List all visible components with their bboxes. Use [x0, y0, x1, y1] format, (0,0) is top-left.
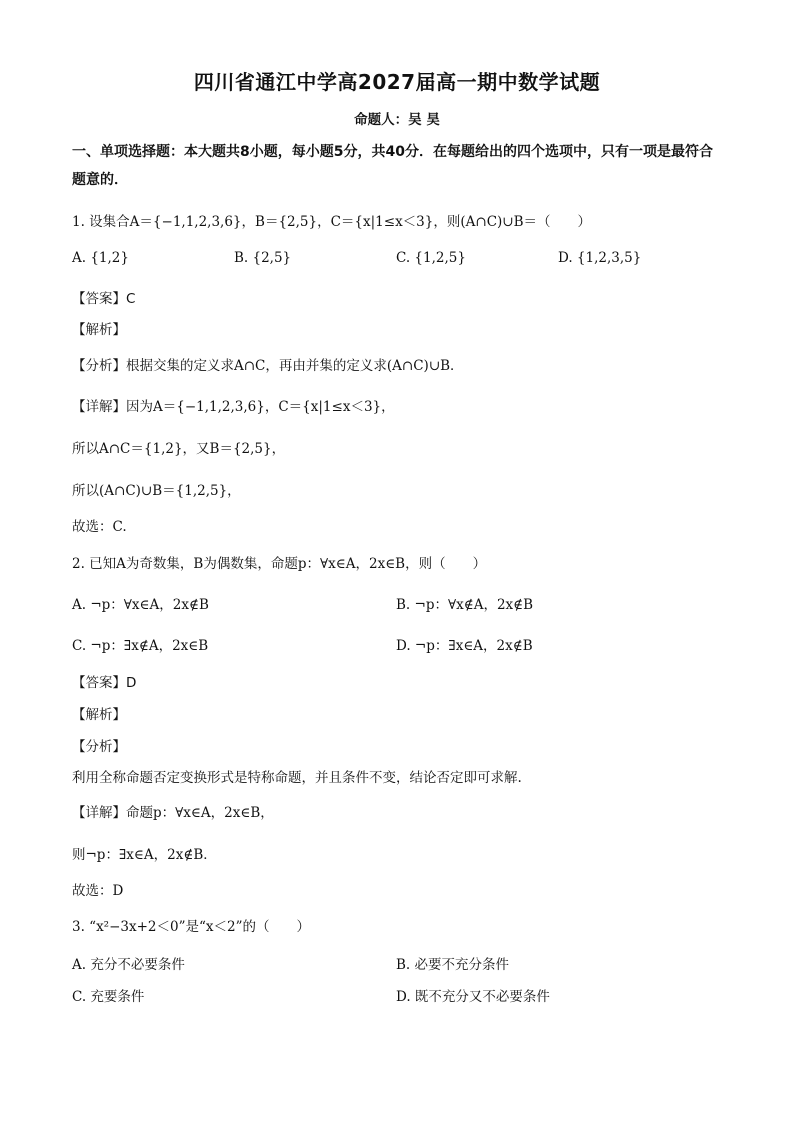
- q2-answer: 【答案】D: [72, 675, 137, 691]
- q1-step-1: 所以A∩C＝{1,2}，又B＝{2,5}，: [72, 441, 286, 457]
- q2-option-d: D. ¬p：∃x∈A，2x∉B: [396, 638, 533, 654]
- q2-analysis-label: 【解析】: [72, 707, 126, 723]
- q1-choose: 故选：C.: [72, 519, 127, 535]
- question-1-stem: 1. 设集合A＝{−1,1,2,3,6}，B＝{2,5}，C＝{x|1≤x＜3}，则(A∩C)∪B＝（ ）: [72, 214, 592, 230]
- q2-fenxi-text: 利用全称命题否定变换形式是特称命题，并且条件不变，结论否定即可求解.: [72, 770, 522, 786]
- q1-step-2: 所以(A∩C)∪B＝{1,2,5}，: [72, 483, 241, 499]
- question-3-stem: 3. “x²−3x+2＜0”是“x＜2”的（ ）: [72, 919, 311, 935]
- q2-option-c: C. ¬p：∃x∉A，2x∈B: [72, 638, 209, 654]
- q2-option-b: B. ¬p：∀x∉A，2x∉B: [396, 597, 534, 613]
- q1-option-b: B. {2,5}: [234, 250, 292, 266]
- q1-option-a: A. {1,2}: [72, 250, 129, 266]
- q1-xiangjie: 【详解】因为A＝{−1,1,2,3,6}，C＝{x|1≤x＜3}，: [72, 399, 395, 415]
- q2-xiangjie: 【详解】命题p：∀x∈A，2x∈B，: [72, 805, 274, 821]
- page-title: 四川省通江中学高2027届高一期中数学试题: [193, 70, 601, 94]
- section-heading: 一、单项选择题：本大题共8小题，每小题5分，共40分．在每题给出的四个选项中，只有一项是最符合题意的．: [72, 144, 713, 188]
- q3-option-a: A. 充分不必要条件: [72, 957, 185, 973]
- q3-option-b: B. 必要不充分条件: [396, 957, 510, 973]
- q3-option-c: C. 充要条件: [72, 989, 145, 1005]
- author-line: 命题人：吴 昊: [354, 112, 440, 128]
- q1-option-d: D. {1,2,3,5}: [558, 250, 642, 266]
- q2-step-1: 则¬p：∃x∈A，2x∉B．: [72, 847, 217, 863]
- q2-fenxi-label: 【分析】: [72, 739, 126, 755]
- question-2-stem: 2. 已知A为奇数集，B为偶数集，命题p：∀x∈A，2x∈B，则（ ）: [72, 556, 487, 572]
- q1-analysis-label: 【解析】: [72, 322, 126, 338]
- q1-answer: 【答案】C: [72, 291, 136, 307]
- q3-option-d: D. 既不充分又不必要条件: [396, 989, 550, 1005]
- q2-choose: 故选：D: [72, 883, 124, 899]
- q1-option-c: C. {1,2,5}: [396, 250, 466, 266]
- q1-fenxi: 【分析】根据交集的定义求A∩C，再由并集的定义求(A∩C)∪B．: [72, 358, 464, 374]
- q2-option-a: A. ¬p：∀x∈A，2x∉B: [72, 597, 209, 613]
